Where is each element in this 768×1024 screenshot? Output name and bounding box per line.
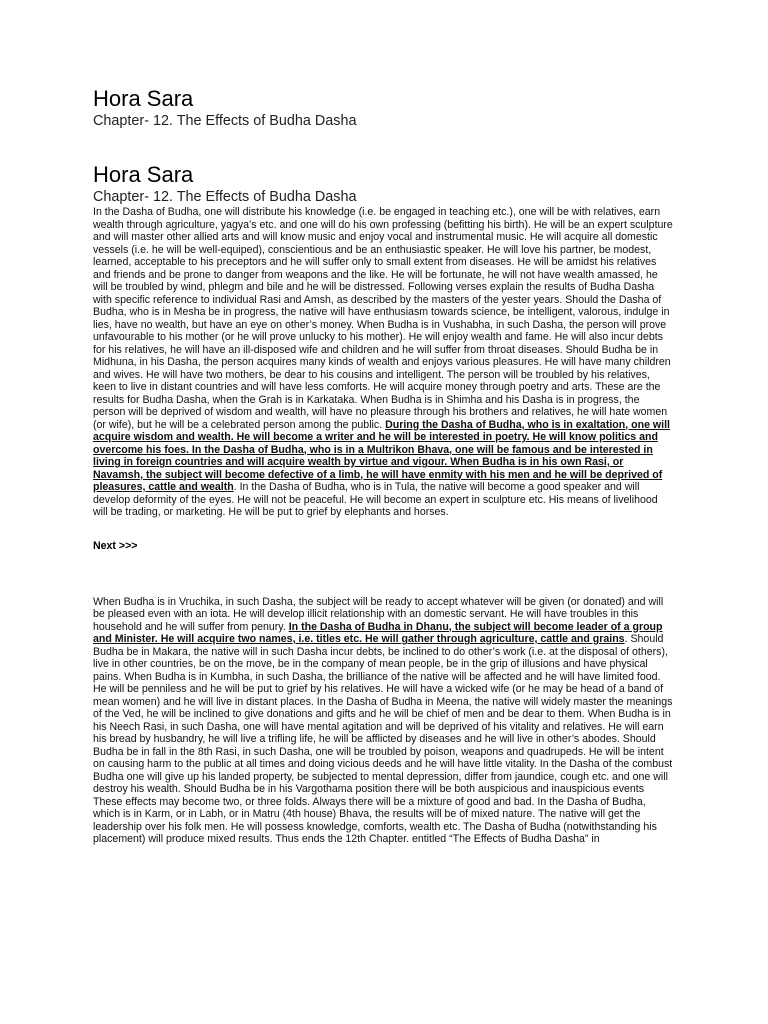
paragraph-1 [93,206,673,519]
page-subtitle: Chapter- 12. The Effects of Budha Dasha [93,113,357,129]
paragraph-1-bold: During the Dasha of Budha, who is in exaltation, one will acquire wisdom and wealth. He will become a writer and he will be interested in poetry. He will know politics and overcome his foes. In the Dasha of Budha, who is in a Multrikon Bhava, one will be famous and be interested in living in foreign countries and will acquire wealth by virtue and vigour. When Budha is in his own Rasi, or Navamsh, the subject will become defective of a limb, he will have enmity with his men and he will be deprived of pleasures, cattle and wealth [93,418,670,493]
document-page [93,86,673,846]
article-subtitle: Chapter- 12. The Effects of Budha Dasha [93,189,357,205]
page-title: Hora Sara [93,86,194,111]
next-link[interactable]: Next >>> [93,539,138,552]
paragraph-1-text-a: In the Dasha of Budha, one will distribute his knowledge (i.e. be engaged in teaching etc.), one will be with relatives, earn wealth through agriculture, yagya’s etc. and one will do his own professing (befitting his birth). He will be an expert sculpture and will master other allied arts and will know music and enjoy vocal and instrumental music. He will acquire all domestic vessels (i.e. he will be well-equiped), conscientious and be an enthusiastic speaker. He will love his partner, be modest, learned, acceptable to his preceptors and he will suffer only to small extent from diseases. He will be amidst his relatives and friends and be prone to danger from weapons and the like. He will be fortunate, he will not have wealth amassed, he will be troubled by wind, phlegm and bile and he will be distressed. Following verses explain the results of Budha Dasha with specific reference to individual Rasi and Amsh, as described by the masters of the yester years. Should the Dasha of Budha, who is in Mesha be in progress, the native will have enthusiasm towards science, be intelligent, valorous, indulge in lies, have no wealth, but have an eye on other’s money. When Budha is in Vushabha, in such Dasha, the person will prove unfavourable to his mother (or he will prove unlucky to his mother). He will enjoy wealth and fame. He will also incur debts for his relatives, he will have an ill-disposed wife and children and he will suffer from throat diseases. Should Budha be in Midhuna, in his Dasha, the person acquires many kinds of wealth and enjoys various pleasures. He will have many children and wives. He will have two mothers, be dear to his cousins and intelligent. The person will be troubled by his relatives, keen to live in distant countries and will have less comforts. He will acquire money through poetry and arts. These are the results for Budha Dasha, when the Grah is in Karkataka. When Budha is in Shimha and his Dasha is in progress, the person will be deprived of wisdom and wealth, will have no pleasure through his brothers and relatives, he will hate women (or wife), but he will be a celebrated person among the public. [93,206,673,431]
article-title: Hora Sara [93,162,194,187]
next-row [93,536,673,554]
paragraph-2-text-a: When Budha is in Vruchika, in such Dasha, the subject will be ready to accept whatever will be given (or donated) and will be pleased even with an iota. He will develop illicit relationship with an domestic servant. He will have troubles in this household and he will suffer from penury. [93,595,664,633]
paragraph-2-text-c: . Should Budha be in Makara, the native will in such Dasha incur debts, be inclined to do other’s work (i.e. at the disposal of others), live in other countries, be on the move, be in the company of mean people, be in the grip of illusions and have physical pains. When Budha is in Kumbha, in such Dasha, the brilliance of the native will be affected and he will have limited food. He will be penniless and he will be put to grief by his relatives. He will have a wicked wife (or he may be head of a band of mean women) and he will live in distant places. In the Dasha of Budha in Meena, the native will widely master the meanings of the Ved, he will be inclined to give donations and gifts and he will be chief of men and be dear to them. When Budha is in his Neech Rasi, in such Dasha, one will have mental agitation and will be deprived of his vitality and relatives. He will earn his bread by husbandry, he will live a trifling life, he will be afflicted by diseases and he will live in other’s abodes. Should Budha be in fall in the 8th Rasi, in such Dasha, one will be troubled by poison, weapons and quadrupeds. He will be intent on causing harm to the public at all times and doing vicious deeds and he will have little vitality. In the Dasha of the combust Budha one will give up his landed property, be subjected to mental depression, differ from jaundice, cough etc. and one will destroy his wealth. Should Budha be in his Vargothama position there will be both auspicious and inauspicious events These effects may become two, or three folds. Always there will be a mixture of good and bad. In the Dasha of Budha, which is in Karm, or in Labh, or in Matru (4th house) Bhava, the results will be of mixed nature. The native will get the leadership over his folk men. He will possess knowledge, comforts, wealth etc. The Dasha of Budha (notwithstanding his placement) will produce mixed results. Thus ends the 12th Chapter. entitled “The Effects of Budha Dasha” in [93,633,673,845]
paragraph-2-bold: In the Dasha of Budha in Dhanu, the subject will become leader of a group and Minister. He will acquire two names, i.e. titles etc. He will gather through agriculture, cattle and grains [93,620,663,645]
paragraph-1-text-c: . In the Dasha of Budha, who is in Tula, the native will become a good speaker and will develop deformity of the eyes. He will not be peaceful. He will become an expert in sculpture etc. His means of livelihood will be trading, or marketing. He will be put to grief by elephants and horses. [93,481,658,518]
paragraph-2 [93,596,673,846]
